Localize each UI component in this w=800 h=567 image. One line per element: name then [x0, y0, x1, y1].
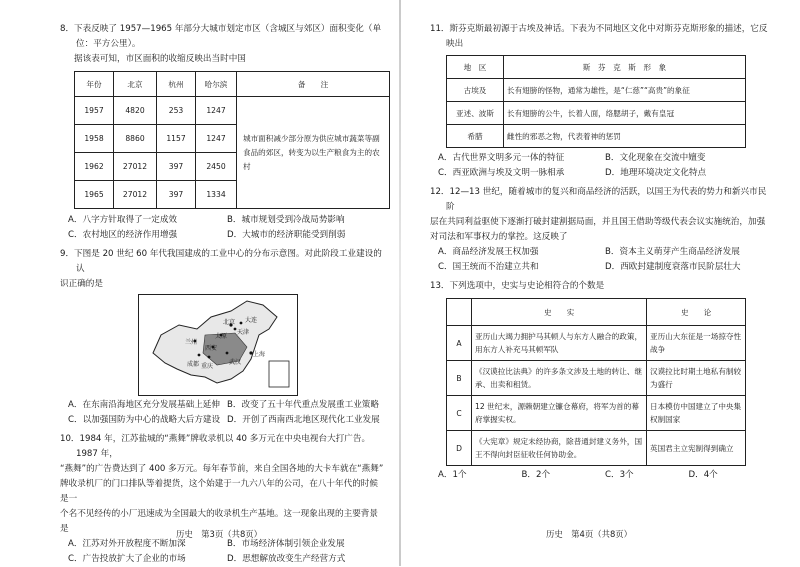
left-page	[0, 0, 400, 566]
table-cell: 397	[157, 181, 196, 209]
q10-stem-line: “燕舞”的广告费达到了 400 多万元。每年春节前，来自全国各地的大卡车就在“燕舞”	[60, 464, 384, 474]
table-cell: 27012	[114, 181, 157, 209]
option-d[interactable]: D．西欧封建制度衰落市民阶层壮大	[605, 262, 741, 272]
map-label: 西安	[205, 345, 218, 352]
table-header: 年份	[75, 72, 114, 97]
table-cell: 12 世纪末，源赖朝建立镰仓幕府，将军为首的幕府掌握实权。	[472, 396, 647, 431]
table-cell: 1247	[196, 97, 237, 125]
table-cell: 397	[157, 153, 196, 181]
page-footer: 历史 第4页（共8页）	[546, 529, 633, 539]
q13-options	[438, 468, 772, 483]
option-c[interactable]: C．农村地区的经济作用增强	[68, 230, 178, 240]
option-a[interactable]: A．江苏对外开放程度不断加深	[68, 539, 186, 549]
table-row	[447, 326, 746, 361]
question-10	[60, 432, 386, 567]
table-cell: 1958	[75, 125, 114, 153]
q11-options	[438, 151, 772, 181]
option-b[interactable]: B．改变了五十年代重点发展重工业策略	[227, 400, 379, 410]
q8-table	[74, 71, 390, 209]
q9-stem-line1: 9．下图是 20 世纪 60 年代我国建成的工业中心的分布示意图。对此阶段工业建设的认	[60, 249, 382, 274]
q12-options	[438, 245, 772, 275]
table-cell: 1965	[75, 181, 114, 209]
table-cell: D	[447, 431, 472, 466]
table-cell: 253	[157, 97, 196, 125]
table-row	[447, 396, 746, 431]
table-cell: 希腊	[447, 125, 504, 148]
q12-stem-line: 层在共同利益驱使下逐渐打破封建割据局面，并且国王借助等级代表会议实施统治，加强	[430, 217, 766, 227]
option-c[interactable]: C．以加强国防为中心的战略大后方建设	[68, 415, 221, 425]
option-c[interactable]: C．广告投放扩大了企业的市场	[68, 554, 186, 564]
china-industry-map	[138, 294, 298, 396]
q13-stem: 13．下列选项中，史实与史论相符合的个数是	[430, 281, 605, 291]
table-cell: 亚历山大竭力拥护马其顿人与东方人融合的政策，用东方人补充马其顿军队	[472, 326, 647, 361]
question-11	[430, 22, 772, 181]
table-row	[447, 125, 746, 148]
table-header: 斯 芬 克 斯 形 象	[504, 56, 746, 79]
table-cell: 《大宪章》规定未经协商，除普通封建义务外，国王不得向封臣征收任何协助金。	[472, 431, 647, 466]
table-cell: 1334	[196, 181, 237, 209]
option-b[interactable]: B．文化现象在交流中嬗变	[605, 153, 706, 163]
table-cell: 长有翅膀的怪物，通常为雄性，是“仁慈”“高贵”的象征	[504, 79, 746, 102]
option-a[interactable]: A．八字方针取得了一定成效	[68, 215, 178, 225]
table-cell: 1962	[75, 153, 114, 181]
map-outline-icon	[139, 295, 297, 395]
question-12	[430, 185, 772, 275]
right-page	[400, 0, 800, 566]
table-header-row	[447, 299, 746, 326]
map-label: 上海	[253, 351, 266, 358]
map-label: 天津	[237, 329, 250, 336]
table-cell: 1157	[157, 125, 196, 153]
table-header: 备 注	[237, 72, 390, 97]
option-d[interactable]: D．大城市的经济职能受到削弱	[227, 230, 346, 240]
table-header: 地 区	[447, 56, 504, 79]
table-cell: 日本模仿中国建立了中央集权制国家	[647, 396, 746, 431]
table-cell: 8860	[114, 125, 157, 153]
map-label: 北京	[223, 319, 236, 326]
option-b[interactable]: B．2个	[521, 470, 551, 480]
table-cell: 《汉谟拉比法典》的许多条文涉及土地的转让、继承、出卖和租赁。	[472, 361, 647, 396]
table-cell: 雌性的邪恶之物，代表着神的惩罚	[504, 125, 746, 148]
map-label: 成都	[187, 361, 200, 368]
option-d[interactable]: D．开创了西南西北地区现代化工业发展	[227, 415, 380, 425]
table-cell: A	[447, 326, 472, 361]
option-a[interactable]: A．1个	[438, 470, 467, 480]
map-label: 兰州	[185, 339, 198, 346]
table-cell: C	[447, 396, 472, 431]
table-cell: 2450	[196, 153, 237, 181]
option-a[interactable]: A．商品经济发展王权加强	[438, 247, 539, 257]
table-cell: 亚历山大东征是一场掠夺性战争	[647, 326, 746, 361]
option-d[interactable]: D．4个	[688, 470, 718, 480]
q10-stem-line: 10．1984 年，江苏盐城的“燕舞”牌收录机以 40 多万元在中央电视台大打广告。1987 年，	[60, 434, 371, 459]
q13-table	[446, 298, 746, 466]
table-cell: 亚述、波斯	[447, 102, 504, 125]
option-a[interactable]: A．古代世界文明多元一体的特征	[438, 153, 565, 163]
table-row	[447, 431, 746, 466]
question-8	[60, 22, 386, 243]
map-label: 武汉	[229, 359, 242, 366]
question-9	[60, 247, 386, 428]
table-cell: 1247	[196, 125, 237, 153]
table-cell: 1957	[75, 97, 114, 125]
option-d[interactable]: D．地理环境决定文化特点	[605, 168, 707, 178]
table-cell: 古埃及	[447, 79, 504, 102]
option-c[interactable]: C．西亚欧洲与埃及文明一脉相承	[438, 168, 565, 178]
table-header-row	[75, 72, 390, 97]
table-row	[447, 79, 746, 102]
table-cell: 27012	[114, 153, 157, 181]
table-header: 史 论	[647, 299, 746, 326]
q11-table	[446, 55, 746, 148]
table-header-blank	[447, 299, 472, 326]
table-note: 城市面积减少部分原为供应城市蔬菜等副食品的郊区，转变为以生产粮食为主的农村	[237, 97, 390, 209]
table-header-row	[447, 56, 746, 79]
table-cell: 英国君主立宪制得到确立	[647, 431, 746, 466]
q10-stem-line: 牌收录机厂的门口排队等着提货，这个始建于一九六八年的公司，在八十年代的时候是一	[60, 479, 378, 504]
q12-stem-line: 12．12—13 世纪，随着城市的复兴和商品经济的活跃，以国王为代表的势力和新兴市民阶	[430, 187, 767, 212]
table-header: 北京	[114, 72, 157, 97]
table-row	[75, 97, 390, 125]
q12-stem-line: 对司法和军事权力的掌控。这反映了	[430, 232, 568, 242]
table-header: 史 实	[472, 299, 647, 326]
map-label: 大连	[245, 317, 258, 324]
option-a[interactable]: A．在东南沿海地区充分发展基础上延伸	[68, 400, 220, 410]
option-d[interactable]: D．思想解放改变生产经营方式	[227, 554, 346, 564]
q8-stem-line2: 据该表可知，市区面积的收缩反映出当时中国	[74, 54, 246, 64]
table-cell: 长有翅膀的公牛，长着人面，络腮胡子，戴有皇冠	[504, 102, 746, 125]
q8-options	[68, 213, 386, 243]
q8-stem-line1: 8．下表反映了 1957—1965 年部分大城市划定市区（含城区与郊区）面积变化（单位：平方公里）。	[60, 24, 382, 49]
q11-stem: 11．斯芬克斯最初源于古埃及神话。下表为不同地区文化中对斯芬克斯形象的描述，它反映出	[430, 24, 768, 49]
table-cell: B	[447, 361, 472, 396]
q10-options	[68, 537, 386, 567]
map-label: 重庆	[201, 363, 214, 370]
q9-options	[68, 398, 386, 428]
option-b[interactable]: B．资本主义萌芽产生商品经济发展	[605, 247, 740, 257]
table-row	[447, 102, 746, 125]
option-c[interactable]: C．国王统而不治建立共和	[438, 262, 539, 272]
q9-stem-line2: 识正确的是	[60, 279, 103, 289]
q10-stem-line: 个名不见经传的小厂迅速成为全国最大的收录机生产基地。这一现象出现的主要背景是	[60, 509, 378, 534]
table-row	[447, 361, 746, 396]
option-c[interactable]: C．3个	[605, 470, 634, 480]
option-b[interactable]: B．城市规划受到冷战局势影响	[227, 215, 345, 225]
table-header: 哈尔滨	[196, 72, 237, 97]
option-b[interactable]: B．市场经济体制引领企业发展	[227, 539, 345, 549]
question-13	[430, 279, 772, 483]
map-label: 太原	[215, 333, 228, 340]
page-footer: 历史 第3页（共8页）	[176, 529, 263, 539]
table-header: 杭州	[157, 72, 196, 97]
table-cell: 4820	[114, 97, 157, 125]
table-cell: 汉谟拉比时期土地私有制较为盛行	[647, 361, 746, 396]
